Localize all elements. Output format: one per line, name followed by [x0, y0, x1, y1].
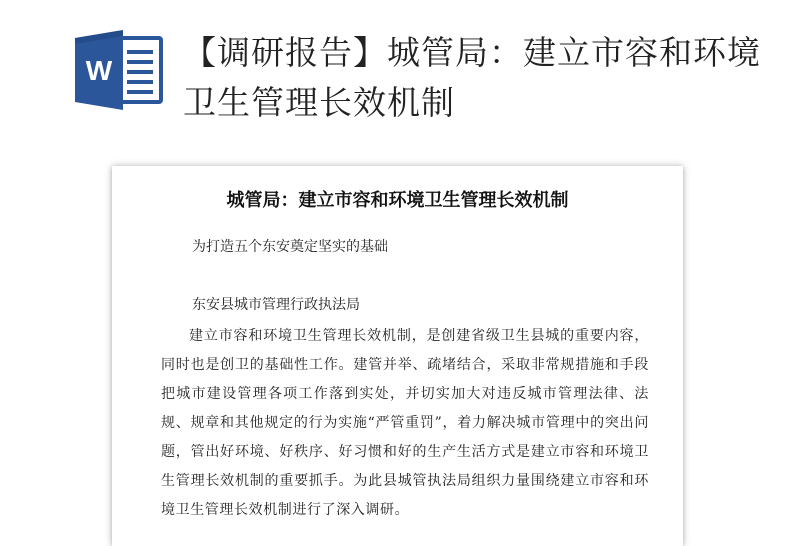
document-subtitle: 为打造五个东安奠定坚实的基础 — [192, 239, 388, 255]
svg-text:W: W — [85, 55, 113, 86]
body-paragraph: 建立市容和环境卫生管理长效机制，是创建省级卫生县城的重要内容，同时也是创卫的基础性工作。建管并举、疏堵结合，采取非常规措施和手段把城市建设管理各项工作落到实处，并切实加大对违反城市管理法律、法规、规章和其他规定的行为实施“严管重罚”，着力解决城市管理中的突出问题，管出好环境、好秩序、好习惯和好的生产生活方式是建立市容和环境卫生管理长效机制的重要抓手。为此县城管执法局组织力量围绕建立市容和环境卫生管理长效机制进行了深入调研。 — [161, 328, 649, 518]
word-document-icon — [73, 30, 165, 110]
author-organization: 东安县城市管理行政执法局 — [192, 297, 360, 313]
header-banner — [0, 0, 800, 150]
banner-title: 【调研报告】城管局：建立市容和环境卫生管理长效机制 — [183, 33, 761, 122]
document-page — [112, 166, 683, 546]
document-title: 城管局：建立市容和环境卫生管理长效机制 — [226, 190, 569, 211]
